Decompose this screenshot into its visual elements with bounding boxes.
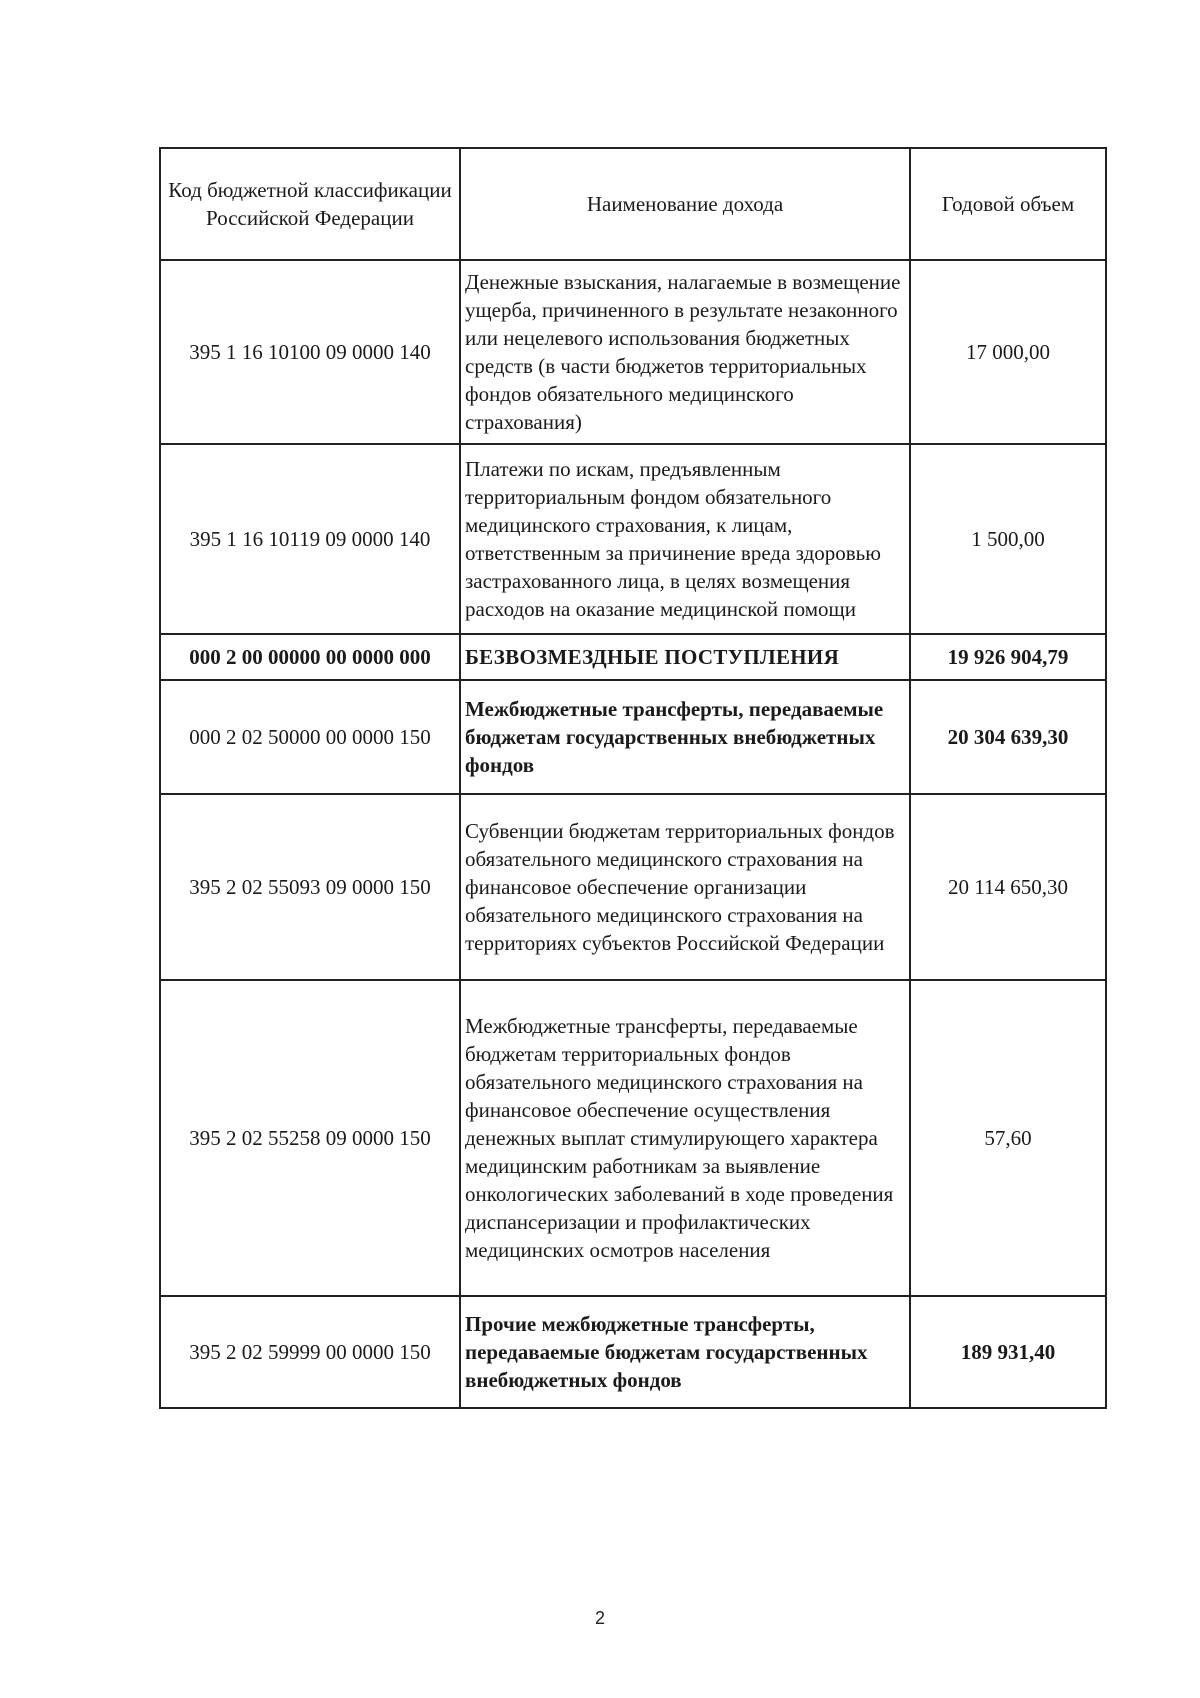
row-code: 000 2 00 00000 00 0000 000: [160, 634, 460, 680]
row-code: 395 2 02 55093 09 0000 150: [160, 794, 460, 980]
row-name: Прочие межбюджетные трансферты, передаваемые бюджетам государственных внебюджетных фондов: [460, 1296, 910, 1408]
row-code: 395 1 16 10100 09 0000 140: [160, 260, 460, 444]
row-code: 395 1 16 10119 09 0000 140: [160, 444, 460, 634]
table-header-row: [160, 148, 1106, 260]
row-name: Межбюджетные трансферты, передаваемые бюджетам территориальных фондов обязательного медицинского страхования на финансовое обеспечение осуществления денежных выплат стимулирующего характера медицинским работникам за выявление онкологических заболеваний в ходе проведения диспансеризации и профилактических медицинских осмотров населения: [460, 980, 910, 1296]
table-row: [160, 1296, 1106, 1408]
row-name: БЕЗВОЗМЕЗДНЫЕ ПОСТУПЛЕНИЯ: [460, 634, 910, 680]
row-code: 395 2 02 55258 09 0000 150: [160, 980, 460, 1296]
table-row: [160, 794, 1106, 980]
row-volume: 189 931,40: [910, 1296, 1106, 1408]
row-code: 395 2 02 59999 00 0000 150: [160, 1296, 460, 1408]
row-name: Платежи по искам, предъявленным территориальным фондом обязательного медицинского страхования, к лицам, ответственным за причинение вреда здоровью застрахованного лица, в целях возмещения расходов на оказание медицинской помощи: [460, 444, 910, 634]
row-volume: 57,60: [910, 980, 1106, 1296]
header-code: Код бюджетной классификации Российской Федерации: [160, 148, 460, 260]
table-row: [160, 634, 1106, 680]
table-row: [160, 980, 1106, 1296]
table-row: [160, 260, 1106, 444]
row-volume: 20 114 650,30: [910, 794, 1106, 980]
table-row: [160, 680, 1106, 794]
table-row: [160, 444, 1106, 634]
budget-income-table: [159, 147, 1107, 1409]
row-volume: 17 000,00: [910, 260, 1106, 444]
row-name: Денежные взыскания, налагаемые в возмещение ущерба, причиненного в результате незаконного или нецелевого использования бюджетных средств (в части бюджетов территориальных фондов обязательного медицинского страхования): [460, 260, 910, 444]
row-volume: 20 304 639,30: [910, 680, 1106, 794]
page-number: 2: [594, 1608, 605, 1628]
row-name: Субвенции бюджетам территориальных фондов обязательного медицинского страхования на финансовое обеспечение организации обязательного медицинского страхования на территориях субъектов Российской Федерации: [460, 794, 910, 980]
row-volume: 19 926 904,79: [910, 634, 1106, 680]
row-name: Межбюджетные трансферты, передаваемые бюджетам государственных внебюджетных фондов: [460, 680, 910, 794]
row-code: 000 2 02 50000 00 0000 150: [160, 680, 460, 794]
row-volume: 1 500,00: [910, 444, 1106, 634]
header-name: Наименование дохода: [460, 148, 910, 260]
header-volume: Годовой объем: [910, 148, 1106, 260]
